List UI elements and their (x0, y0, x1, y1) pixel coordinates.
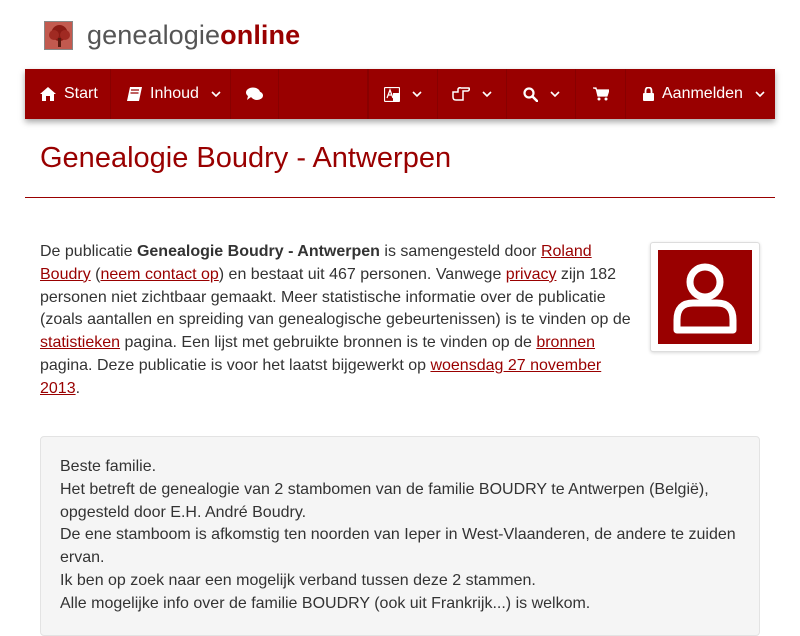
intro-text: ( (90, 265, 101, 283)
comments-icon (246, 87, 263, 101)
intro-text: pagina. Een lijst met gebruikte bronnen is te vinden op de (120, 334, 537, 352)
description-line: Alle mogelijke info over de familie BOUDRY (ook uit Frankrijk...) is welkom. (60, 594, 591, 612)
nav-actions[interactable] (438, 69, 507, 119)
description-line: Het betreft de genealogie van 2 stambomen van de familie BOUDRY te Antwerpen (België), opgesteld door E.H. André Boudry. (60, 480, 709, 521)
intro-text: is samengesteld door (379, 243, 541, 260)
chevron-down-icon (211, 91, 221, 98)
hand-pointer-icon (452, 87, 470, 101)
publication-intro (40, 241, 640, 401)
intro-text: pagina. Deze publicatie is voor het laatst bijgewerkt op (40, 356, 431, 374)
nav-spacer (279, 69, 368, 119)
chevron-down-icon (550, 91, 560, 98)
publication-description (40, 436, 760, 636)
nav-comments[interactable] (231, 69, 279, 119)
nav-login[interactable] (626, 69, 775, 119)
page-title: Genealogie Boudry - Antwerpen (40, 142, 452, 174)
brand-part1: genealogie (87, 19, 221, 50)
main-navbar (25, 69, 775, 119)
shopping-cart-icon (593, 87, 609, 101)
title-divider (25, 197, 775, 198)
lock-icon (643, 87, 654, 101)
sources-link[interactable]: bronnen (536, 334, 596, 352)
nav-language[interactable] (368, 69, 438, 119)
brand-part2: online (220, 19, 301, 50)
nav-inhoud-label: Inhoud (150, 85, 199, 102)
last-updated-link[interactable]: woensdag 27 november 2013 (40, 356, 602, 397)
chevron-down-icon (412, 91, 422, 98)
user-avatar-icon (658, 250, 752, 344)
statistics-link[interactable]: statistieken (40, 334, 121, 352)
intro-text: ) en bestaat uit 467 personen. Vanwege (218, 265, 506, 283)
nav-cart[interactable] (576, 69, 626, 119)
book-icon (127, 87, 142, 101)
chevron-down-icon (755, 91, 765, 98)
site-logo[interactable] (44, 18, 300, 52)
nav-search[interactable] (507, 69, 576, 119)
description-line: Ik ben op zoek naar een mogelijk verband tussen deze 2 stammen. (60, 571, 536, 589)
description-line: Beste familie. (60, 458, 157, 475)
nav-login-label: Aanmelden (662, 85, 743, 102)
tree-logo-icon (44, 21, 73, 50)
description-line: De ene stamboom is afkomstig ten noorden van Ieper in West-Vlaanderen, de andere te zuiden ervan. (60, 526, 736, 567)
chevron-down-icon (482, 91, 492, 98)
nav-inhoud[interactable] (111, 69, 231, 119)
publication-name: Genealogie Boudry - Antwerpen (136, 243, 380, 260)
privacy-link[interactable]: privacy (505, 265, 557, 283)
translate-icon (384, 87, 400, 102)
search-icon (523, 87, 538, 102)
site-name (87, 20, 300, 51)
intro-text: zijn 182 personen niet zichtbaar gemaakt. Meer statistische informatie over de publicatie (zoals aantallen en spreiding van genealogische gebeurtenissen) is te vinden op de (40, 265, 631, 329)
home-icon (40, 87, 56, 101)
contact-link[interactable]: neem contact op (100, 265, 219, 283)
intro-text: . (75, 379, 81, 397)
nav-start[interactable] (25, 69, 111, 119)
intro-text: De publicatie (40, 243, 137, 260)
author-avatar-frame[interactable] (650, 242, 760, 352)
author-link[interactable]: Roland Boudry (40, 243, 592, 283)
nav-start-label: Start (64, 85, 98, 102)
